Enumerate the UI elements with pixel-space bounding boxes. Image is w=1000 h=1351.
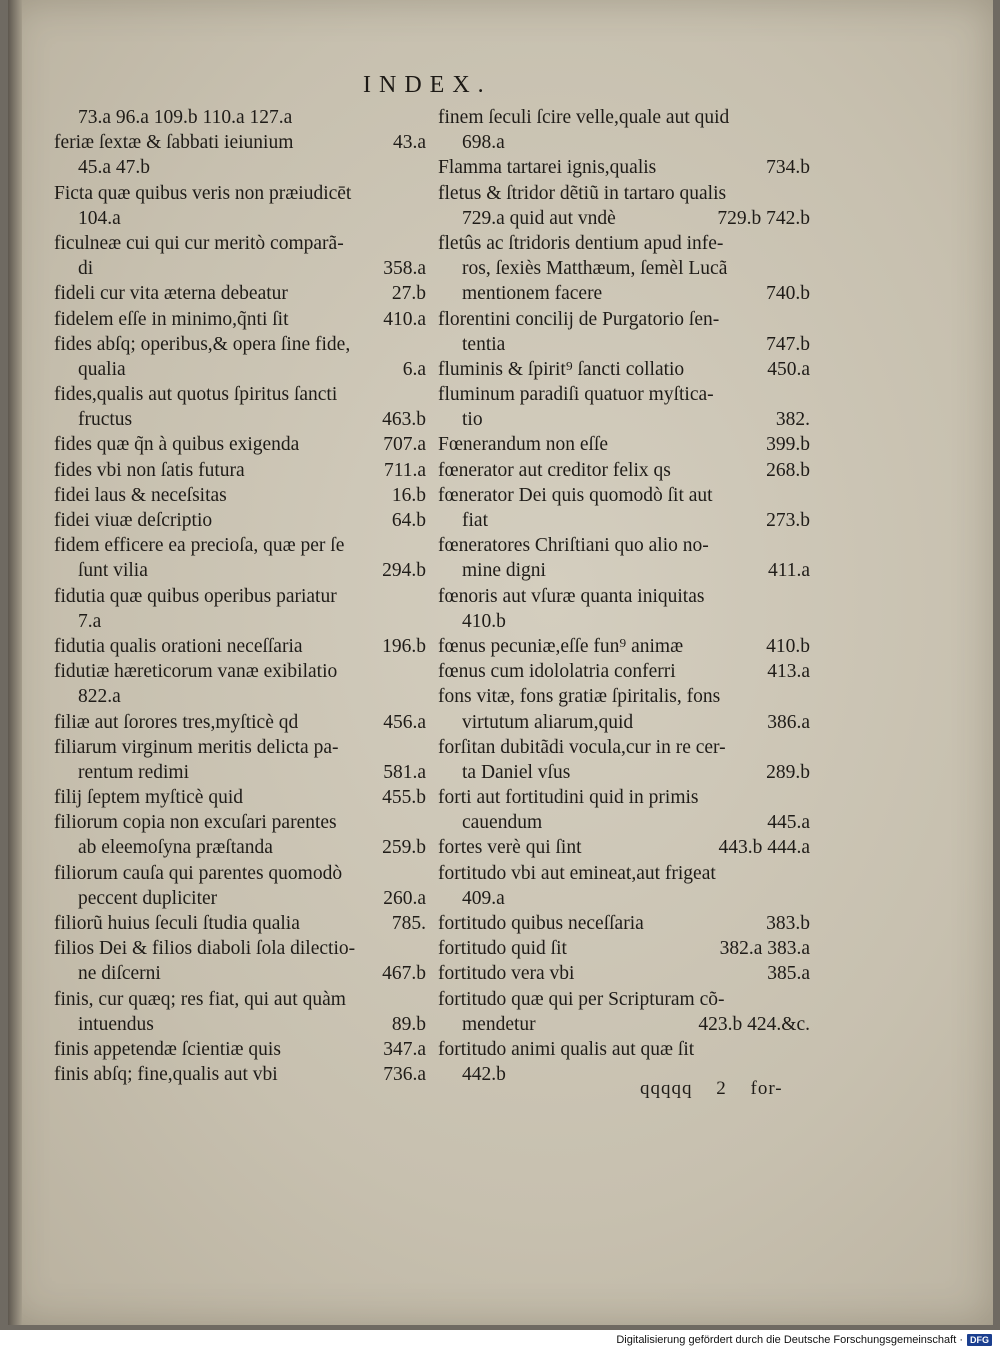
index-entry-reference: 64.b — [391, 510, 426, 531]
index-entry-line — [438, 332, 810, 357]
index-entry-reference — [802, 1062, 810, 1087]
index-entry-reference — [418, 987, 426, 1012]
index-entry-line — [438, 432, 810, 457]
index-entry-text: fluminis & ſpirit⁹ ſancti collatio — [438, 358, 685, 380]
index-entry-reference — [418, 609, 426, 634]
index-entry-text: 73.a 96.a 109.b 110.a 127.a — [78, 107, 293, 128]
index-entry-line — [438, 181, 810, 206]
index-entry-line — [438, 634, 810, 659]
index-entry-line — [438, 961, 810, 986]
index-entry-text: finis, cur quæq; res fiat, qui aut quàm — [54, 988, 346, 1010]
index-entry-text: ta Daniel vſus — [462, 761, 571, 783]
index-entry-line — [438, 735, 810, 760]
index-entry-reference: 410.b — [766, 635, 810, 657]
index-entry-text: fidei viuæ deſcriptio — [54, 510, 213, 531]
index-entry-text: fidei laus & neceſsitas — [54, 484, 227, 506]
index-entry-text: filiorum cauſa qui parentes quomodò — [54, 862, 343, 884]
index-entry-line — [54, 533, 426, 558]
index-entry-reference — [418, 684, 426, 709]
index-entry-reference: 385.a — [767, 963, 810, 985]
index-entry-reference: 196.b — [382, 635, 426, 657]
index-entry-line — [438, 609, 810, 634]
index-entry-text: forſitan dubitãdi vocula,cur in re cer- — [438, 736, 726, 758]
index-entry-line — [438, 130, 810, 155]
index-entry-line — [438, 508, 810, 533]
index-entry-line — [54, 332, 426, 357]
index-entry-text: fœneratores Chriſtiani quo alio no- — [438, 535, 709, 557]
index-entry-line — [438, 256, 810, 281]
index-entry-text: Flamma tartarei ignis,qualis — [438, 157, 657, 179]
index-entry-text: fletus & ſtridor dẽtiũ in tartaro qualis — [438, 182, 727, 204]
index-entry-text: intuendus — [78, 1013, 154, 1035]
index-entry-reference — [418, 861, 426, 886]
index-entry-line — [54, 508, 426, 533]
index-entry-text: fletûs ac ſtridoris dentium apud infe- — [438, 232, 724, 254]
index-entry-text: ros, ſexiès Matthæum, ſemèl Lucã — [462, 258, 728, 280]
index-entry-reference: 27.b — [391, 283, 426, 305]
index-entry-line — [438, 458, 810, 483]
index-entry-text: 822.a — [78, 686, 121, 708]
index-entry-reference — [418, 533, 426, 558]
index-entry-line — [54, 281, 426, 306]
index-entry-reference — [802, 886, 810, 911]
index-entry-reference: 736.a — [383, 1064, 426, 1086]
index-entry-text: ab eleemoſyna præſtanda — [78, 837, 273, 859]
index-entry-reference — [802, 785, 810, 810]
index-entry-text: florentini concilij de Purgatorio ſen- — [438, 308, 720, 330]
index-entry-line — [54, 584, 426, 609]
index-entry-text: fortitudo animi qualis aut quæ ſit — [438, 1038, 695, 1060]
index-entry-reference — [802, 256, 810, 281]
index-entry-reference: 294.b — [382, 560, 426, 582]
index-entry-reference — [802, 1037, 810, 1062]
index-entry-reference: 581.a — [383, 761, 426, 783]
index-entry-line — [438, 987, 810, 1012]
index-entry-line — [438, 382, 810, 407]
index-entry-reference: 43.a — [392, 132, 426, 154]
index-entry-text: fiat — [462, 510, 488, 531]
index-entry-reference: 740.b — [766, 283, 810, 305]
index-entry-line — [438, 558, 810, 583]
index-entry-reference: 734.b — [766, 157, 810, 179]
index-entry-text: 729.a quid aut vndè — [462, 207, 616, 229]
index-entry-line — [438, 206, 810, 231]
index-entry-reference — [802, 130, 810, 155]
index-entry-reference — [418, 936, 426, 961]
index-entry-line — [54, 785, 426, 810]
index-entry-line — [54, 130, 426, 155]
index-entry-reference: 413.a — [767, 661, 810, 683]
index-entry-reference — [418, 231, 426, 256]
index-entry-reference: 463.b — [382, 409, 426, 431]
index-entry-reference: 259.b — [382, 837, 426, 859]
index-entry-reference — [802, 105, 810, 130]
index-entry-text: finis appetendæ ſcientiæ quis — [54, 1038, 281, 1060]
index-entry-text: feriæ ſextæ & ſabbati ieiunium — [54, 132, 294, 154]
index-entry-text: fortitudo vbi aut emineat,aut frigeat — [438, 862, 716, 884]
index-entry-line — [438, 533, 810, 558]
index-entry-text: 104.a — [78, 207, 121, 229]
index-entry-text: finem ſeculi ſcire velle,quale aut quid — [438, 107, 730, 128]
page-gutter-shadow — [8, 0, 22, 1325]
index-entry-text: filiorum copia non excuſari parentes — [54, 812, 337, 834]
index-entry-reference — [802, 735, 810, 760]
index-entry-reference — [418, 155, 426, 180]
index-entry-text: fortitudo quibus neceſſaria — [438, 913, 644, 934]
index-entry-line — [54, 936, 426, 961]
index-entry-reference — [418, 382, 426, 407]
index-entry-line — [438, 886, 810, 911]
index-entry-text: fidelem eſſe in minimo,q̃nti ſit — [54, 308, 289, 330]
index-entry-text: fidutiæ hæreticorum vanæ exibilatio — [54, 661, 338, 683]
index-entry-line — [438, 936, 810, 961]
index-entry-line — [438, 231, 810, 256]
index-entry-line — [438, 911, 810, 936]
index-entry-reference: 383.b — [766, 913, 810, 934]
index-entry-line — [54, 432, 426, 457]
index-entry-reference — [418, 105, 426, 130]
index-entry-line — [54, 735, 426, 760]
index-entry-line — [54, 961, 426, 986]
index-entry-line — [54, 256, 426, 281]
index-entry-text: 45.a 47.b — [78, 157, 151, 179]
index-entry-reference — [802, 181, 810, 206]
index-entry-line — [54, 987, 426, 1012]
index-entry-text: 7.a — [78, 610, 102, 632]
index-entry-reference — [418, 181, 426, 206]
footer-text: Digitalisierung gefördert durch die Deutsche Forschungsgemeinschaft · — [616, 1334, 963, 1346]
index-entry-reference: 260.a — [383, 887, 426, 909]
index-entry-reference: 411.a — [767, 560, 810, 582]
index-entry-reference: 386.a — [767, 711, 810, 733]
index-entry-text: filiarum virginum meritis delicta pa- — [54, 736, 339, 758]
index-entry-text: tentia — [462, 333, 506, 355]
index-entry-reference — [418, 332, 426, 357]
index-entry-line — [438, 357, 810, 382]
index-entry-line — [54, 407, 426, 432]
index-entry-text: Ficta quæ quibus veris non præiudicēt — [54, 182, 352, 204]
index-entry-text: forti aut fortitudini quid in primis — [438, 787, 699, 809]
index-entry-line — [438, 1012, 810, 1037]
index-entry-reference — [802, 231, 810, 256]
index-entry-text: rentum redimi — [78, 761, 190, 783]
index-entry-line — [438, 861, 810, 886]
index-entry-reference — [802, 584, 810, 609]
index-entry-line — [54, 810, 426, 835]
index-entry-text: fortitudo quæ qui per Scripturam cõ- — [438, 988, 725, 1010]
index-entry-line — [54, 382, 426, 407]
index-entry-line — [54, 1037, 426, 1062]
index-entry-reference: 382. — [775, 409, 810, 431]
index-entry-line — [54, 609, 426, 634]
index-entry-line — [54, 861, 426, 886]
index-entry-line — [438, 710, 810, 735]
index-entry-text: 442.b — [462, 1064, 506, 1086]
index-entry-text: fideli cur vita æterna debeatur — [54, 283, 288, 305]
index-entry-line — [438, 407, 810, 432]
index-entry-reference — [418, 735, 426, 760]
index-entry-text: peccent dupliciter — [78, 887, 218, 909]
index-entry-reference: 358.a — [383, 258, 426, 280]
index-entry-line — [54, 155, 426, 180]
index-entry-text: 409.a — [462, 887, 505, 909]
index-entry-reference: 423.b 424.&c. — [698, 1013, 810, 1035]
index-entry-text: 698.a — [462, 132, 505, 154]
index-entry-text: filiæ aut ſorores tres,myſticè qd — [54, 711, 299, 733]
index-entry-text: fortes verè qui ſint — [438, 837, 582, 859]
dfg-logo: DFG — [967, 1334, 992, 1346]
index-entry-text: fides quæ q̃n à quibus exigenda — [54, 434, 300, 456]
index-entry-reference: 747.b — [766, 333, 810, 355]
index-entry-line — [54, 307, 426, 332]
index-entry-text: mendetur — [462, 1013, 536, 1035]
index-entry-line — [54, 1012, 426, 1037]
index-entry-text: fides vbi non ſatis futura — [54, 459, 245, 481]
index-entry-text: fructus — [78, 409, 133, 431]
index-entry-reference: 347.a — [383, 1038, 426, 1060]
index-entry-text: filiorũ huius ſeculi ſtudia qualia — [54, 913, 300, 934]
index-entry-text: tio — [462, 409, 483, 431]
index-entry-text: fidutia qualis orationi neceſſaria — [54, 635, 303, 657]
index-entry-text: fortitudo vera vbi — [438, 963, 575, 985]
index-entry-text: fortitudo quid ſit — [438, 938, 567, 960]
index-entry-reference: 16.b — [391, 484, 426, 506]
index-entry-reference: 456.a — [383, 711, 426, 733]
index-entry-reference: 729.b 742.b — [717, 207, 810, 229]
index-entry-text: mentionem facere — [462, 283, 603, 305]
index-entry-reference: 707.a — [383, 434, 426, 456]
index-entry-line — [438, 785, 810, 810]
index-entry-text: fœnoris aut vſuræ quanta iniquitas — [438, 585, 705, 607]
index-entry-reference: 273.b — [766, 510, 810, 531]
index-entry-text: cauendum — [462, 812, 543, 834]
index-entry-line — [54, 835, 426, 860]
index-entry-text: 410.b — [462, 610, 506, 632]
catchword: qqqqq 2 for- — [640, 1078, 783, 1099]
index-entry-line — [438, 810, 810, 835]
index-entry-text: di — [78, 258, 94, 280]
index-entry-reference: 785. — [391, 913, 426, 934]
index-entry-reference — [418, 206, 426, 231]
index-entry-text: fœnerator Dei quis quomodò ſit aut — [438, 484, 713, 506]
index-column-left — [54, 105, 426, 1087]
running-head: INDEX. — [363, 72, 492, 98]
index-entry-text: Fœnerandum non eſſe — [438, 434, 609, 456]
index-entry-line — [54, 206, 426, 231]
index-entry-text: qualia — [78, 358, 126, 380]
index-entry-reference: 455.b — [382, 787, 426, 809]
index-entry-text: fœnus cum idololatria conferri — [438, 661, 676, 683]
index-entry-line — [54, 710, 426, 735]
index-entry-line — [54, 760, 426, 785]
index-entry-reference — [802, 609, 810, 634]
index-entry-line — [438, 155, 810, 180]
index-entry-text: virtutum aliarum,quid — [462, 711, 634, 733]
index-entry-line — [438, 584, 810, 609]
index-entry-text: fides,qualis aut quotus ſpiritus ſancti — [54, 384, 338, 406]
index-entry-reference: 268.b — [766, 459, 810, 481]
index-entry-reference: 467.b — [382, 963, 426, 985]
index-entry-text: fluminum paradiſi quatuor myſtica- — [438, 384, 714, 406]
index-entry-text: mine digni — [462, 560, 546, 582]
index-entry-line — [438, 307, 810, 332]
index-entry-reference — [802, 533, 810, 558]
index-entry-reference — [802, 483, 810, 508]
index-entry-line — [54, 911, 426, 936]
index-entry-line — [438, 483, 810, 508]
index-entry-reference: 399.b — [766, 434, 810, 456]
index-entry-text: fides abſq; operibus,& opera ſine fide, — [54, 333, 351, 355]
index-entry-reference: 382.a 383.a — [719, 938, 810, 960]
index-entry-text: fœnus pecuniæ,eſſe fun⁹ animæ — [438, 635, 684, 657]
index-entry-reference — [802, 684, 810, 709]
index-entry-line — [54, 181, 426, 206]
index-entry-reference: 445.a — [767, 812, 810, 834]
index-entry-text: ficulneæ cui qui cur meritò comparã- — [54, 232, 344, 254]
book-page — [8, 0, 993, 1325]
index-column-right — [438, 105, 810, 1087]
index-entry-line — [438, 281, 810, 306]
index-entry-reference: 410.a — [383, 308, 426, 330]
index-entry-reference — [802, 382, 810, 407]
index-entry-line — [54, 886, 426, 911]
index-entry-reference — [802, 987, 810, 1012]
index-entry-line — [54, 558, 426, 583]
index-entry-line — [54, 483, 426, 508]
index-entry-text: ſunt vilia — [78, 560, 148, 582]
index-entry-reference: 6.a — [402, 358, 426, 380]
index-entry-reference — [418, 584, 426, 609]
index-entry-line — [54, 684, 426, 709]
index-entry-text: fidutia quæ quibus operibus pariatur — [54, 585, 337, 607]
index-entry-text: fons vitæ, fons gratiæ ſpiritalis, fons — [438, 686, 721, 708]
index-entry-line — [438, 684, 810, 709]
index-entry-line — [54, 634, 426, 659]
index-entry-text: filij ſeptem myſticè quid — [54, 787, 244, 809]
index-entry-reference — [802, 861, 810, 886]
index-entry-text: filios Dei & filios diaboli ſola dilectio- — [54, 938, 356, 960]
index-entry-line — [54, 1062, 426, 1087]
index-entry-line — [54, 458, 426, 483]
index-entry-text: ne diſcerni — [78, 963, 161, 985]
index-entry-line — [438, 835, 810, 860]
index-entry-reference — [418, 810, 426, 835]
index-entry-reference — [418, 659, 426, 684]
index-entry-text: finis abſq; fine,qualis aut vbi — [54, 1064, 278, 1086]
index-entry-line — [54, 105, 426, 130]
index-entry-reference: 289.b — [766, 761, 810, 783]
index-entry-reference: 711.a — [383, 459, 426, 481]
index-entry-reference: 89.b — [391, 1013, 426, 1035]
index-entry-text: fœnerator aut creditor felix qs — [438, 459, 671, 481]
index-entry-line — [438, 1037, 810, 1062]
index-entry-line — [438, 659, 810, 684]
index-entry-line — [54, 357, 426, 382]
index-entry-line — [54, 231, 426, 256]
index-entry-line — [438, 105, 810, 130]
index-entry-reference: 450.a — [767, 358, 810, 380]
index-entry-reference — [802, 307, 810, 332]
index-entry-text: fidem efficere ea precioſa, quæ per ſe — [54, 535, 345, 557]
index-entry-reference: 443.b 444.a — [718, 837, 810, 859]
index-entry-line — [438, 760, 810, 785]
footer-credit — [616, 1334, 992, 1346]
index-entry-line — [54, 659, 426, 684]
